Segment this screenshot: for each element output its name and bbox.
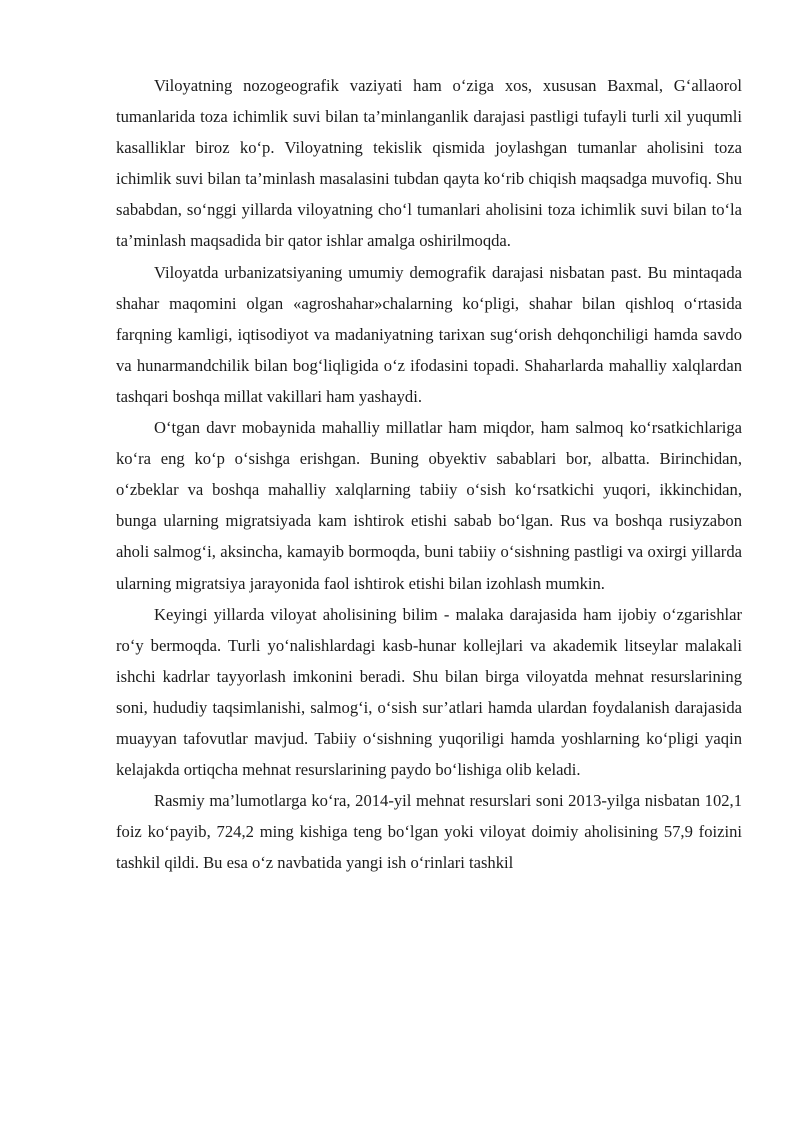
paragraph-education-labor: Keyingi yillarda viloyat aholisining bilim - malaka darajasida ham ijobiy o‘zgarishlar ro‘y bermoqda. Turli yo‘nalishlardagi kasb-hunar kollejlari va akademik litseylar malakali ishchi kadrlar tayyorlash imkonini beradi. Shu bilan birga viloyatda mehnat resurslarining soni, hududiy taqsimlanishi, salmog‘i, o‘sish sur’atlari hamda ulardan foydalanish darajasida muayyan tafovutlar mavjud. Tabiiy o‘sishning yuqoriligi hamda yoshlarning ko‘pligi yaqin kelajakda ortiqcha mehnat resurslarining paydo bo‘lishiga olib keladi.	[116, 604, 742, 780]
paragraph-urbanization: Viloyatda urbanizatsiyaning umumiy demografik darajasi nisbatan past. Bu mintaqada shahar maqomini olgan «agroshahar»chalarning ko‘pligi, shahar bilan qishloq o‘rtasida farqning kamligi, iqtisodiyot va madaniyatning tarixan sug‘orish dehqonchiligi hamda savdo va hunarmandchilik bilan bog‘liqligida o‘z ifodasini topadi. Shaharlarda mahalliy xalqlardan tashqari boshqa millat vakillari ham yashaydi.	[116, 262, 742, 406]
document-page	[116, 70, 742, 878]
paragraph-water-supply: Viloyatning nozogeografik vaziyati ham o‘ziga xos, xususan Baxmal, G‘allaorol tumanlarida toza ichimlik suvi bilan ta’minlanganlik darajasi pastligi tufayli turli xil yuqumli kasalliklar biroz ko‘p. Viloyatning tekislik qismida joylashgan tumanlar aholisini toza ichimlik suvi bilan ta’minlash masalasini tubdan qayta ko‘rib chiqish maqsadga muvofiq. Shu sababdan, so‘nggi yillarda viloyatning cho‘l tumanlari aholisini toza ichimlik suvi bilan to‘la ta’minlash maqsadida bir qator ishlar amalga oshirilmoqda.	[116, 76, 742, 251]
paragraph-labor-statistics: Rasmiy ma’lumotlarga ko‘ra, 2014-yil mehnat resurslari soni 2013-yilga nisbatan 102,1 foiz ko‘payib, 724,2 ming kishiga teng bo‘lgan yoki viloyat doimiy aholisining 57,9 foizini tashkil qildi. Bu esa o‘z navbatida yangi ish o‘rinlari tashkil	[116, 791, 742, 873]
paragraph-nationalities: O‘tgan davr mobaynida mahalliy millatlar ham miqdor, ham salmoq ko‘rsatkichlariga ko‘ra eng ko‘p o‘sishga erishgan. Buning obyektiv sabablari bor, albatta. Birinchidan, o‘zbeklar va boshqa mahalliy xalqlarning tabiiy o‘sish ko‘rsatkichi yuqori, ikkinchidan, bunga ularning migratsiyada kam ishtirok etishi sabab bo‘lgan. Rus va boshqa rusiyzabon aholi salmog‘i, aksincha, kamayib bormoqda, buni tabiiy o‘sishning pastligi va oxirgi yillarda ularning migratsiya jarayonida faol ishtirok etishi bilan izohlash mumkin.	[116, 418, 742, 593]
